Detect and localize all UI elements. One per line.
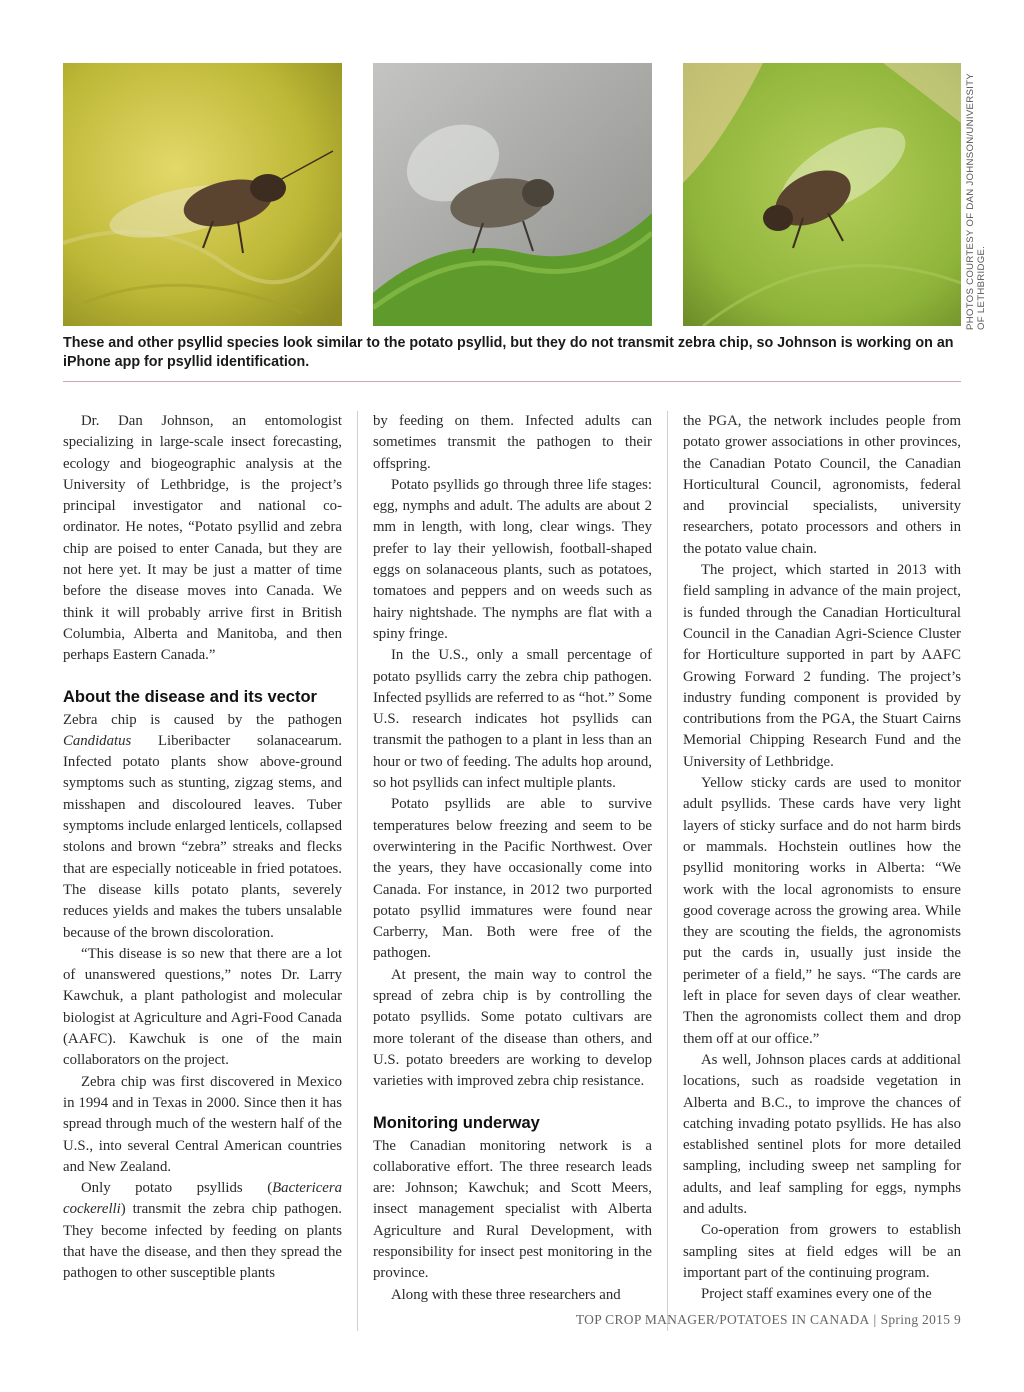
paragraph: Project staff examines every one of the [701,1286,932,1303]
psyllid-photo-3 [683,63,961,326]
section-heading: About the disease and its vector [63,687,317,706]
caption-divider [63,381,961,382]
paragraph: Potato psyllids go through three life stages: egg, nymphs and adult. The adults are about 2 mm in length, with long, clear wings. They prefer to lay their yellowish, football-shaped eggs on solanaceous plants, such as potatoes, tomatoes and peppers and on weeds such as hairy nightshade. The nymphs are flat with a spiny fringe. [373,476,652,642]
paragraph: “This disease is so new that there are a lot of unanswered questions,” notes Dr. Larry Kawchuk, a plant pathologist and molecular biologist at Agriculture and Agri-Food Canada (AAFC). Kawchuk is one of the main collaborators on the project. [63,945,342,1069]
photo-credit: PHOTOS COURTESY OF DAN JOHNSON/UNIVERSITY OF LETHBRIDGE. [965,73,987,330]
paragraph: Along with these three researchers and [391,1286,621,1303]
article-column-3 [683,411,961,1305]
psyllid-photo-2 [373,63,652,326]
column-divider [357,411,358,1331]
paragraph: As well, Johnson places cards at additional locations, such as roadside vegetation in Alberta and B.C., to improve the chances of catching invading potato psyllids. He has also established sentinel plots for more detailed sampling, including sweep net sampling for adults, and leaf sampling for eggs, nymphs and adults. [683,1051,961,1217]
paragraph: the PGA, the network includes people from potato grower associations in other provinces, the Canadian Potato Council, the Canadian Horticultural Council, agronomists, federal and provincial specialists, university researchers, potato processors and others in the potato value chain. [683,413,961,557]
publication-name: TOP CROP MANAGER/POTATOES IN CANADA [575,1312,870,1327]
paragraph: Yellow sticky cards are used to monitor adult psyllids. These cards have very light layers of sticky surface and do not harm birds or mammals. Hochstein outlines how the psyllid monitoring works in Alberta: “We work with the local agronomists to ensure good coverage across the growing area. While they are scouting the fields, the agronomists put the cards in, usually just inside the perimeter of a field,” he says. “The cards are left in place for seven days of clear weather. Then the agronomists collect them and drop them off at our office.” [683,775,961,1047]
paragraph: Only potato psyllids (Bactericera cockerelli) transmit the zebra chip pathogen. They become infected by feeding on plants that have the disease, and then they spread the pathogen to other susceptible plants [63,1180,342,1282]
paragraph: The Canadian monitoring network is a collaborative effort. The three research leads are: Johnson; Kawchuk; and Scott Meers, insect management specialist with Alberta Agriculture and Rural Development, with responsibility for insect pest monitoring in the province. [373,1137,652,1282]
paragraph: The project, which started in 2013 with field sampling in advance of the main project, is funded through the Canadian Horticultural Council in the Canadian Agri-Science Cluster for Horticulture supported in part by AAFC Growing Forward 2 funding. The project’s industry funding component is provided by contributions from the PGA, the Stuart Cairns Memorial Chipping Research Fund and the University of Lethbridge. [683,562,961,770]
paragraph: In the U.S., only a small percentage of potato psyllids carry the zebra chip pathogen. Infected psyllids are referred to as “hot.” Some U.S. research indicates hot psyllids can transmit the pathogen to a plant in less than an hour or two of feeding. The adults hop around, so hot psyllids can infect multiple plants. [373,647,652,792]
paragraph: by feeding on them. Infected adults can sometimes transmit the pathogen to their offspring. [373,413,652,472]
paragraph: Dr. Dan Johnson, an entomologist specializing in large-scale insect forecasting, ecology and biogeographic analysis at the University of Lethbridge, is the project’s principal investigator and national co-ordinator. He notes, “Potato psyllid and zebra chip are poised to enter Canada, but they are not here yet. It may be just a matter of time before the disease moves into Canada. We think it will probably arrive first in British Columbia, Alberta and Manitoba, and then perhaps Eastern Canada.” [63,413,342,664]
paragraph: Zebra chip is caused by the pathogen Candidatus Liberibacter solanacearum. Infected potato plants show above-ground symptoms such as stunting, zigzag stems, and misshapen and discoloured leaves. Tuber symptoms include enlarged lenticels, collapsed stolons and brown “zebra” streaks and flecks that are especially noticeable in fried potatoes. The disease kills potato plants, severely reduces yields and makes the tubers unsalable because of the brown discoloration. [63,711,342,941]
paragraph: Zebra chip was first discovered in Mexico in 1994 and in Texas in 2000. Since then it has spread through much of the western half of the U.S., into several Central American countries and New Zealand. [63,1073,342,1175]
article-column-1 [63,411,342,1285]
page-number: 9 [953,1312,961,1327]
psyllid-photo-1 [63,63,342,326]
section-heading: Monitoring underway [373,1113,540,1132]
article-column-2 [373,411,652,1306]
photo-caption: These and other psyllid species look similar to the potato psyllid, but they do not transmit zebra chip, so Johnson is working on an iPhone app for psyllid identification. [63,335,954,370]
footer-separator: | [873,1312,877,1327]
paragraph: Potato psyllids are able to survive temperatures below freezing and seem to be overwintering in the Pacific Northwest. Over the years, they have occasionally come into Canada. For instance, in 2012 two purported potato psyllid immatures were found near Carberry, Man. Both were free of the pathogen. [373,796,652,962]
paragraph: Co-operation from growers to establish sampling sites at field edges will be an important part of the continuing program. [683,1222,961,1281]
paragraph: At present, the main way to control the spread of zebra chip is by controlling the potato psyllids. Some potato cultivars are more tolerant of the disease than others, and U.S. potato breeders are working to develop varieties with improved zebra chip resistance. [373,966,652,1090]
column-divider [667,411,668,1331]
page-footer [576,1312,961,1328]
issue-date: Spring 2015 [880,1312,951,1327]
